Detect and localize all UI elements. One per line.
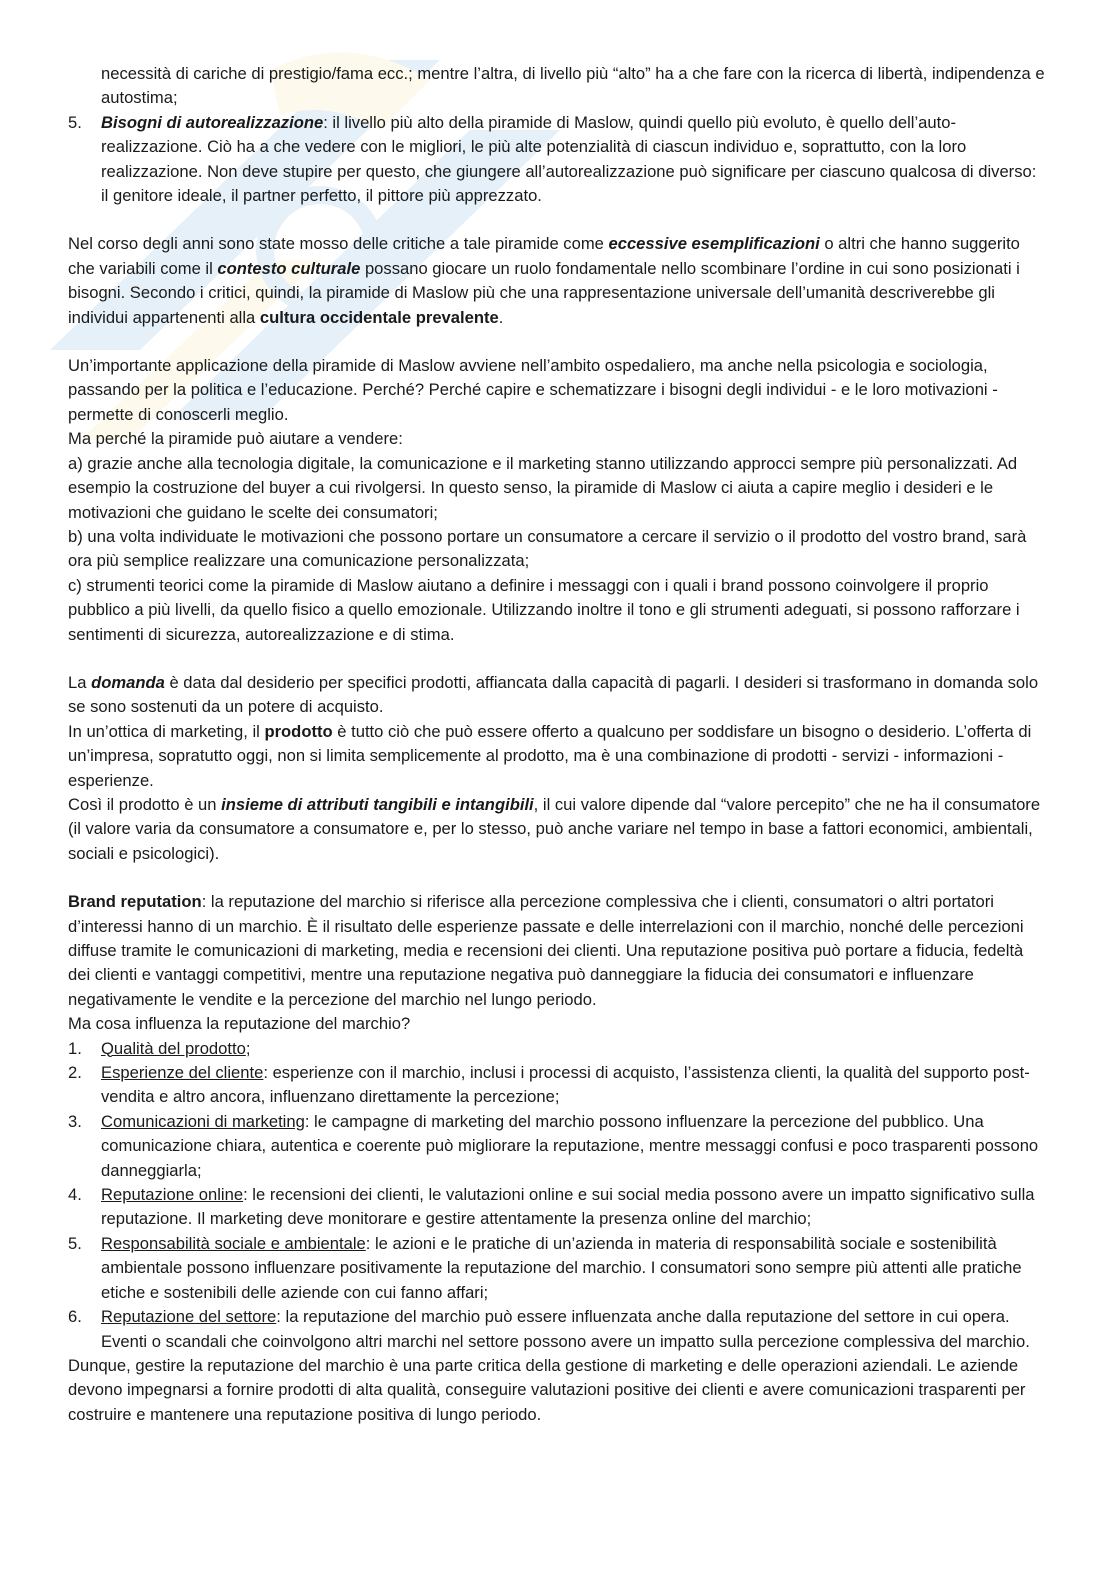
paragraph-attributi: Così il prodotto è un insieme di attributi tangibili e intangibili, il cui valore dipende dal “valore percepito” che ne ha il consumatore (il valore varia da consumatore a consumatore e, per lo stesso, può anche variare nel tempo in base a fattori economici, ambientali, sociali e psicologici). [68, 794, 1041, 863]
point-c: c) strumenti teorici come la piramide di Maslow aiutano a definire i messaggi con i quali i brand possono coinvolgere il proprio pubblico a più livelli, da quello fisico a quello emozionale. Utilizzando inoltre il tono e gli strumenti adeguati, si possono rafforzare i sentimenti di sicurezza, autorealizzazione e di stima. [68, 575, 1020, 644]
paragraph-brand-reputation: Brand reputation: la reputazione del marchio si riferisce alla percezione complessiva che i clienti, consumatori o altri portatori d’interessi hanno di un marchio. È il risultato delle esperienze passate e delle interrelazioni con il marchio, nonché delle percezioni diffuse tramite le comunicazioni di marketing, media e recensioni dei clienti. Una reputazione positiva può portare a fiducia, fedeltà dei clienti e vantaggi competitivi, mentre una reputazione negativa può danneggiare la fiducia dei consumatori e influenzare negativamente le vendite e la percezione del marchio nel lungo periodo. [68, 892, 1024, 1009]
list-item: 5. Responsabilità sociale e ambientale: le azioni e le pratiche di un’azienda in materia di responsabilità sociale e sostenibilità ambientale possono influenzare positivamente la reputazione del marchio. I consumatori sono sempre più attenti alle pratiche etiche e sostenibili delle aziende con cui fanno affari; [68, 1233, 1022, 1302]
list-item: 2. Esperienze del cliente: esperienze con il marchio, inclusi i processi di acquisto, l’assistenza clienti, la qualità del supporto post-vendita e altro ancora, influenzano direttamente la percezione; [68, 1063, 1030, 1107]
paragraph-vendere: Ma perché la piramide può aiutare a vendere: [68, 429, 403, 449]
brand-question: Ma cosa influenza la reputazione del marchio? [68, 1014, 411, 1034]
brand-factors-list [68, 1037, 1046, 1354]
paragraph-domanda: La domanda è data dal desiderio per specifici prodotti, affiancata dalla capacità di pagarli. I desideri si trasformano in domanda solo se sono sostenuti da un potere di acquisto. [68, 672, 1039, 717]
brand-reputation-title: Brand reputation [68, 892, 202, 912]
list-item: 4. Reputazione online: le recensioni dei clienti, le valutazioni online e sui social media possono avere un impatto significativo sulla reputazione. Il marketing deve monitorare e gestire attentamente la presenza online del marchio; [68, 1185, 1035, 1229]
point-a: a) grazie anche alla tecnologia digitale, la comunicazione e il marketing stanno utilizzando approcci sempre più personalizzati. Ad esempio la costruzione del buyer a cui rivolgersi. In questo senso, la piramide di Maslow ci aiuta a capire meglio i desideri e le motivazioni che guidano le scelte dei consumatori; [68, 453, 1018, 522]
term-autorealizzazione: Bisogni di autorealizzazione [101, 112, 324, 132]
paragraph-conclusion: Dunque, gestire la reputazione del marchio è una parte critica della gestione di marketing e delle operazioni aziendali. Le aziende devono impegnarsi a fornire prodotti di alta qualità, conseguire valutazioni positive dei clienti e avere comunicazioni trasparenti per costruire e mantenere una reputazione positiva di lungo periodo. [68, 1355, 1026, 1424]
point-b: b) una volta individuate le motivazioni che possono portare un consumatore a cercare il servizio o il prodotto del vostro brand, sarà ora più semplice realizzare una comunicazione personalizzata; [68, 526, 1027, 571]
list-item: 6. Reputazione del settore: la reputazione del marchio può essere influenzata anche dalla reputazione del settore in cui opera. Eventi o scandali che coinvolgono altri marchi nel settore possono avere un impatto sulla percezione complessiva del marchio. [68, 1307, 1030, 1351]
paragraph-prodotto: In un’ottica di marketing, il prodotto è tutto ciò che può essere offerto a qualcuno per soddisfare un bisogno o desiderio. L’offerta di un’impresa, sopratutto oggi, non si limita semplicemente al prodotto, ma è una combinazione di prodotti - servizi - informazioni - esperienze. [68, 721, 1032, 790]
list-item: 1. Qualità del prodotto; [68, 1038, 251, 1058]
maslow-list [68, 111, 1046, 209]
paragraph-critiche: Nel corso degli anni sono state mosso delle critiche a tale piramide come eccessive esemplificazioni o altri che hanno suggerito che variabili come il contesto culturale possano giocare un ruolo fondamentale nello scombinare l’ordine in cui sono posizionati i bisogni. Secondo i critici, quindi, la piramide di Maslow più che una rappresentazione universale dell’umanità descriverebbe gli individui appartenenti alla cultura occidentale prevalente. [68, 234, 1020, 327]
document-page [68, 62, 1046, 1427]
paragraph-applicazione: Un’importante applicazione della piramide di Maslow avviene nell’ambito ospedaliero, ma anche nella psicologia e sociologia, passando per la politica e l’educazione. Perché? Perché capire e schematizzare i bisogni degli individui - e le loro motivazioni - permette di conoscerli meglio. [68, 356, 998, 424]
list-item-autorealizzazione: 5. Bisogni di autorealizzazione: il livello più alto della piramide di Maslow, quindi quello più evoluto, è quello dell’auto-realizzazione. Ciò ha a che vedere con le migliori, le più alte potenzialità di ciascun individuo e, soprattutto, con la loro realizzazione. Non deve stupire per questo, che giungere all’autorealizzazione può significare per ciascuno qualcosa di diverso: il genitore ideale, il partner perfetto, il pittore più apprezzato. [68, 112, 1037, 206]
list-item: 3. Comunicazioni di marketing: le campagne di marketing del marchio possono influenzare la percezione del pubblico. Una comunicazione chiara, autentica e coerente può migliorare la reputazione, mentre messaggi confusi e poco trasparenti possono danneggiarla; [68, 1111, 1039, 1180]
paragraph-continuation: necessità di cariche di prestigio/fama ecc.; mentre l’altra, di livello più “alto” ha a che fare con la ricerca di libertà, indipendenza e autostima; [101, 64, 1045, 108]
